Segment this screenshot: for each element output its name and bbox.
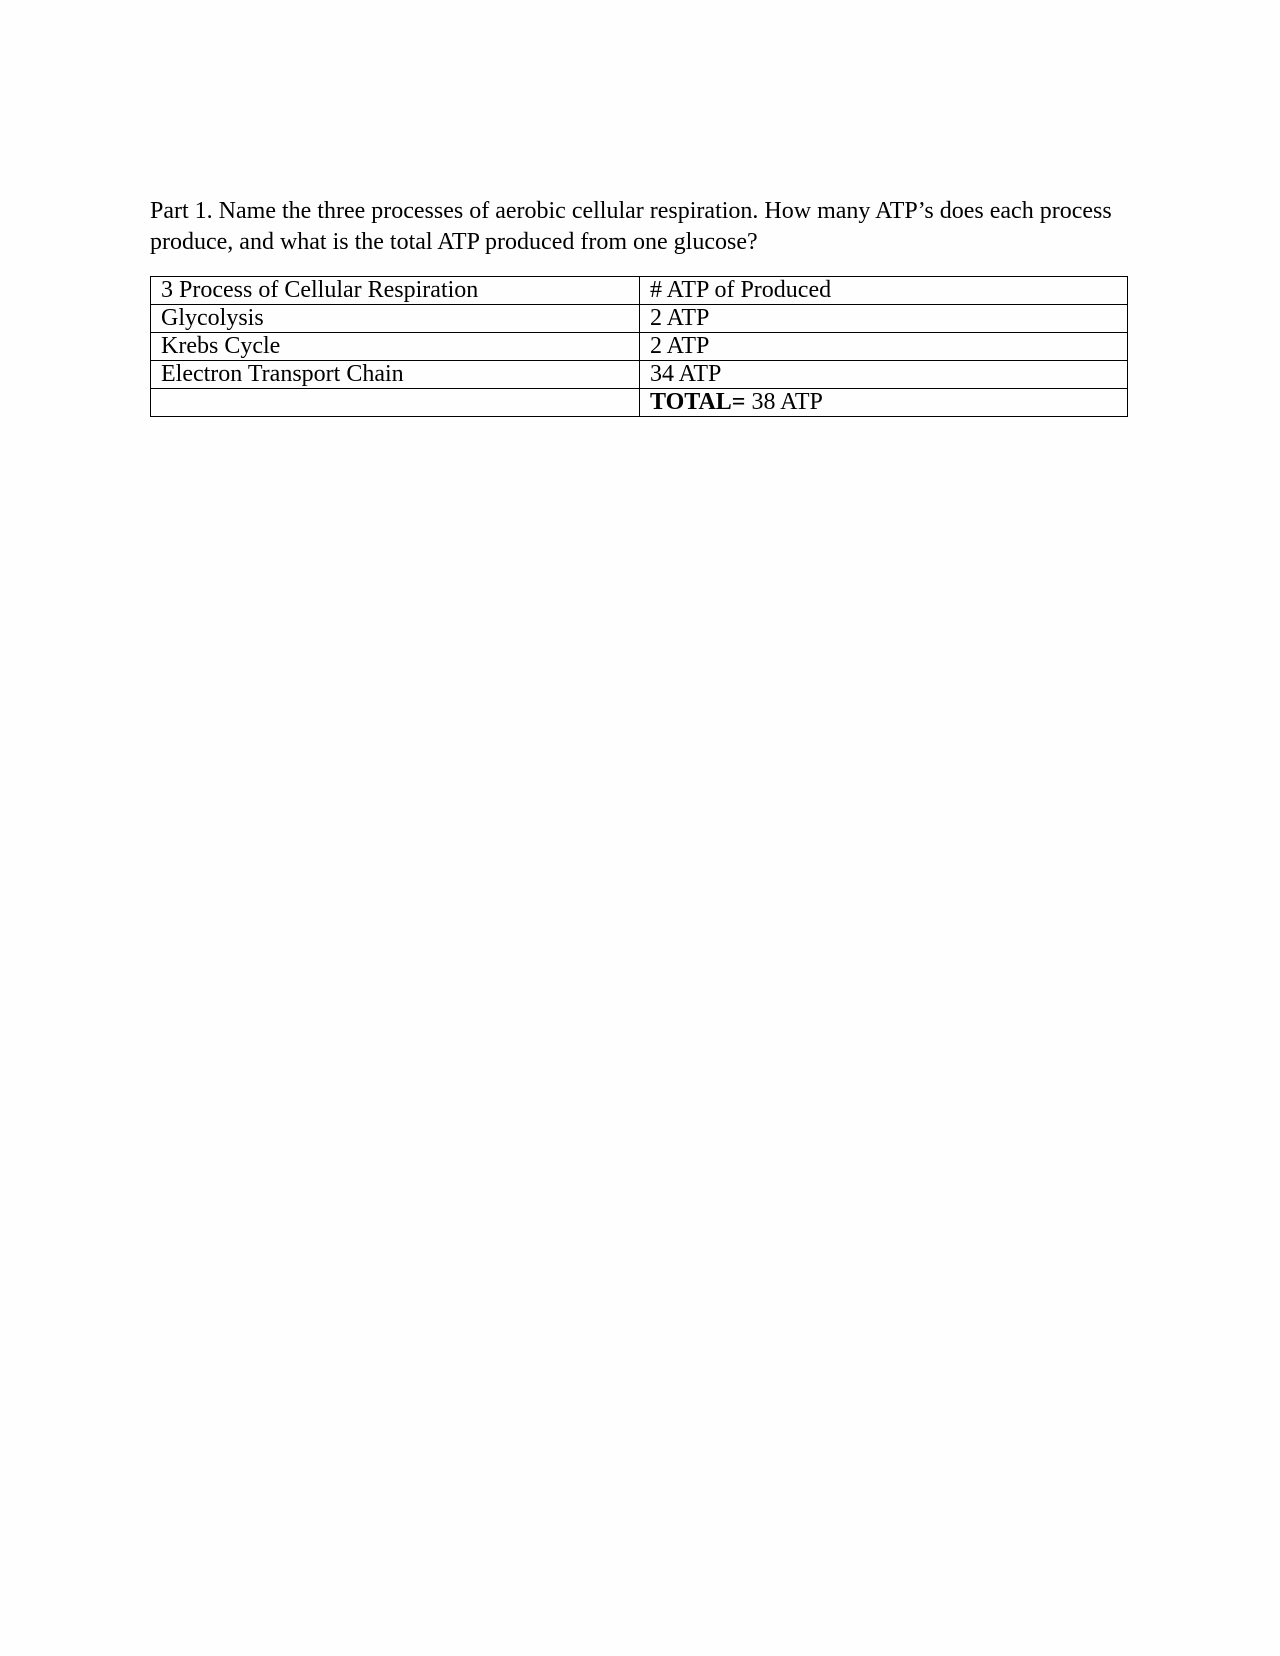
process-cell: Krebs Cycle bbox=[151, 333, 640, 361]
header-process-cell: 3 Process of Cellular Respiration bbox=[151, 277, 640, 305]
atp-table bbox=[150, 276, 1128, 417]
empty-cell bbox=[151, 389, 640, 417]
table-row bbox=[151, 305, 1128, 333]
table-row bbox=[151, 361, 1128, 389]
process-cell: Glycolysis bbox=[151, 305, 640, 333]
total-cell bbox=[640, 389, 1128, 417]
question-text: Part 1. Name the three processes of aerobic cellular respiration. How many ATP’s does each process produce, and what is the total ATP produced from one glucose? bbox=[150, 198, 1112, 255]
total-value: 38 ATP bbox=[745, 389, 823, 415]
atp-cell: 2 ATP bbox=[640, 333, 1128, 361]
total-row bbox=[151, 389, 1128, 417]
total-label: TOTAL= bbox=[650, 389, 746, 415]
header-atp-cell: # ATP of Produced bbox=[640, 277, 1128, 305]
table-row bbox=[151, 333, 1128, 361]
table-header-row bbox=[151, 277, 1128, 305]
atp-cell: 2 ATP bbox=[640, 305, 1128, 333]
atp-cell: 34 ATP bbox=[640, 361, 1128, 389]
process-cell: Electron Transport Chain bbox=[151, 361, 640, 389]
